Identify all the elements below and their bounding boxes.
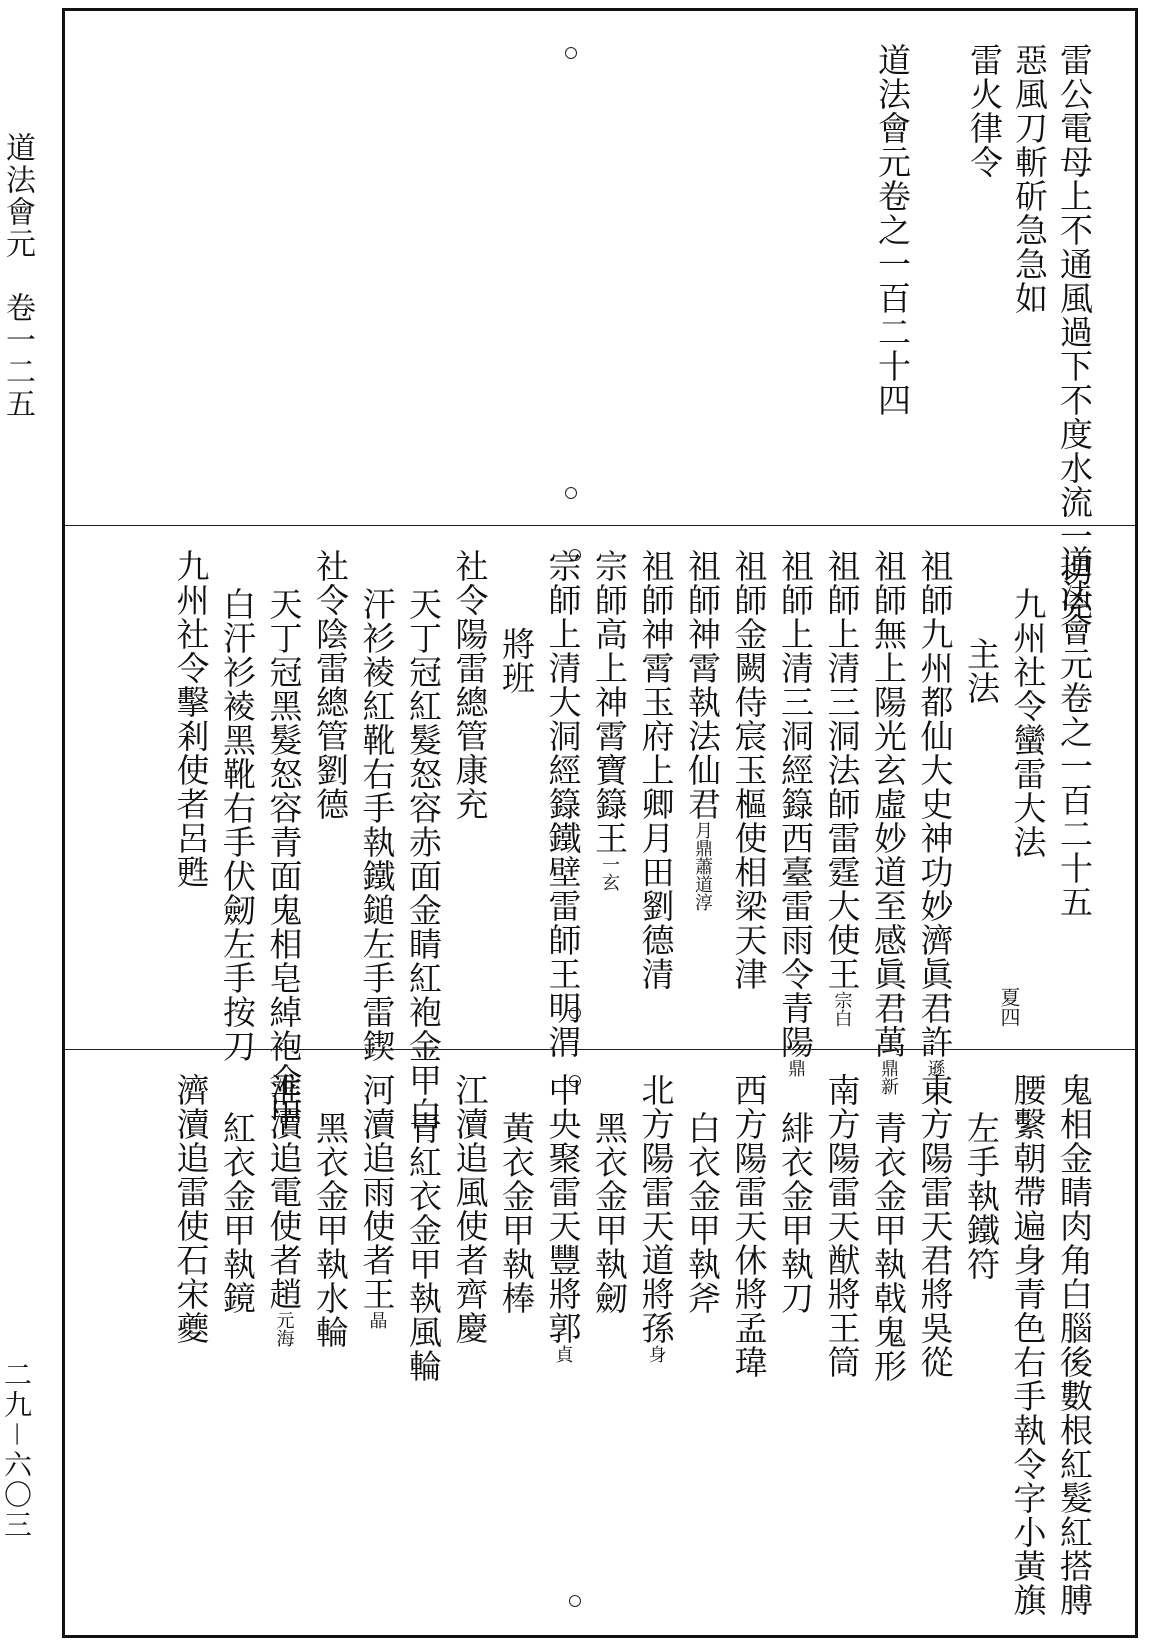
text-line — [823, 549, 861, 1027]
line-text: 九州社令擊剎使者呂甦 — [171, 549, 211, 889]
line-text: 淮瀆追電使者趙 — [264, 1073, 304, 1311]
line-text: 緋衣金甲執刀 — [776, 1111, 815, 1315]
line-text: 九州社令蠻雷大法 — [1008, 587, 1048, 859]
text-line — [1009, 1073, 1047, 1617]
line-text: 西方陽雷天休將孟瑋 — [729, 1073, 769, 1379]
interlinear-note: 一玄 — [599, 855, 620, 891]
line-text: 祖師神霄玉府上卿月田劉德清 — [636, 549, 676, 991]
panel-middle — [65, 527, 1135, 1131]
text-line — [590, 1111, 628, 1315]
text-line — [404, 1111, 442, 1383]
text-line — [172, 1073, 210, 1345]
divider — [65, 525, 1135, 526]
text-line — [311, 1111, 349, 1349]
text-line — [451, 1073, 489, 1345]
text-line — [218, 587, 256, 1063]
panel-bottom — [65, 1051, 1135, 1635]
text-line — [1055, 1073, 1093, 1617]
ring-mark — [565, 487, 577, 499]
text-line — [265, 1073, 303, 1347]
margin-title: 道法會元 卷一二五 — [0, 132, 35, 420]
line-text: 中央聚雷天豐將郭 — [543, 1073, 583, 1345]
text-line — [637, 549, 675, 991]
interlinear-note: 遜 — [924, 1059, 946, 1077]
interlinear-note: 貞 — [552, 1345, 574, 1363]
line-text: 宗師高上神霄寶籙王 — [590, 549, 629, 855]
divider — [65, 1049, 1135, 1050]
section-tag: 夏四 — [997, 987, 1021, 1027]
panel-top — [65, 11, 1135, 621]
text-line — [730, 1073, 768, 1379]
text-line — [776, 549, 814, 1077]
text-line — [1055, 545, 1093, 919]
text-line — [869, 1111, 907, 1383]
line-text: 天丁冠紅髮怒容赤面金睛紅袍金甲白 — [404, 587, 443, 1131]
interlinear-note: 月鼎蕭道淳 — [692, 821, 713, 911]
line-text: 江瀆追風使者齊慶 — [450, 1073, 490, 1345]
line-text: 祖師無上陽光玄虛妙道至感眞君萬 — [869, 549, 908, 1059]
line-text: 祖師九州都仙大史神功妙濟眞君許 — [915, 549, 955, 1059]
text-line — [962, 637, 1000, 705]
interlinear-note: 元海 — [273, 1311, 295, 1347]
line-text: 左手執鐵符 — [962, 1111, 1001, 1281]
text-line: 雷火律令 — [965, 43, 1004, 179]
text-line — [869, 549, 907, 1095]
text-line — [497, 1111, 535, 1315]
interlinear-note: 晶 — [366, 1311, 388, 1329]
text-line — [218, 1111, 256, 1315]
line-text: 青衣金甲執戟鬼形 — [869, 1111, 908, 1383]
line-text: 濟瀆追雷使石宋夔 — [171, 1073, 211, 1345]
line-text: 黑衣金甲執劒 — [590, 1111, 629, 1315]
text-line: 惡風刀斬斫急急如 — [1010, 43, 1049, 315]
interlinear-note: 宗白 — [831, 991, 853, 1027]
line-text: 天丁冠黑髮怒容青面鬼相皂綽袍金甲 — [264, 587, 304, 1131]
text-line — [544, 1073, 582, 1363]
line-text: 腰繫朝帶遍身青色右手執令字小黃旗 — [1008, 1073, 1048, 1617]
ring-mark — [565, 47, 577, 59]
line-text: 白汗衫裬黑靴右手伏劒左手按刀 — [218, 587, 257, 1063]
line-text: 祖師上清三洞法師雷霆大使王 — [822, 549, 862, 991]
text-line — [730, 549, 768, 991]
text-line — [823, 1073, 861, 1379]
page-frame — [62, 8, 1138, 1638]
line-text: 將班 — [497, 627, 536, 695]
line-text: 黃衣金甲執棒 — [497, 1111, 536, 1315]
text-line — [962, 1111, 1000, 1281]
text-line — [358, 1073, 396, 1329]
interlinear-note: 鼎新 — [878, 1059, 899, 1095]
text-line — [1009, 587, 1047, 859]
text-line — [683, 549, 721, 911]
text-line — [172, 549, 210, 889]
line-text: 道法會元卷之一百二十五 — [1055, 545, 1094, 919]
line-text: 黑衣金甲執水輪 — [311, 1111, 350, 1349]
line-text: 南方陽雷天猷將王筒 — [822, 1073, 862, 1379]
margin-page-number: 二九－六〇三 — [0, 1360, 33, 1541]
line-text: 主法 — [962, 637, 1001, 705]
line-text: 祖師金闕侍宸玉樞使相梁天津 — [729, 549, 769, 991]
text-line — [544, 549, 582, 1059]
text-line — [590, 549, 628, 891]
line-text: 北方陽雷天道將孫 — [636, 1073, 676, 1345]
text-line — [311, 549, 349, 821]
line-text: 汗衫裬紅靴右手執鐵鎚左手雷鍥 — [357, 587, 397, 1063]
text-line — [497, 627, 535, 695]
text-line — [451, 549, 489, 821]
line-text: 社令陽雷總管康充 — [450, 549, 490, 821]
text-line — [916, 1073, 954, 1379]
line-text: 祖師上清三洞經籙西臺雷雨令青陽 — [776, 549, 815, 1059]
text-line — [683, 1111, 721, 1315]
ring-mark — [569, 1595, 581, 1607]
text-line — [776, 1111, 814, 1315]
text-line — [358, 587, 396, 1063]
line-text: 鬼相金睛肉角白腦後數根紅髮紅搭膊 — [1055, 1073, 1094, 1617]
line-text: 紅衣金甲執鏡 — [218, 1111, 257, 1315]
line-text: 東方陽雷天君將吳從 — [915, 1073, 955, 1379]
line-text: 白衣金甲執斧 — [683, 1111, 722, 1315]
line-text: 社令陰雷總管劉德 — [311, 549, 350, 821]
interlinear-note: 鼎 — [785, 1059, 806, 1077]
interlinear-note: 身 — [645, 1345, 667, 1363]
volume-end-title: 道法會元卷之一百二十四 — [873, 43, 912, 417]
line-text: 祖師神霄執法仙君 — [683, 549, 722, 821]
text-line — [637, 1073, 675, 1363]
text-line — [916, 549, 954, 1077]
text-line: 雷公電母上不通風過下不度水流一切兇 — [1055, 43, 1094, 621]
line-text: 青紅衣金甲執風輪 — [404, 1111, 443, 1383]
line-text: 河瀆追雨使者王 — [357, 1073, 397, 1311]
line-text: 宗師上清大洞經籙鐵壁雷師王明渭 — [543, 549, 583, 1059]
